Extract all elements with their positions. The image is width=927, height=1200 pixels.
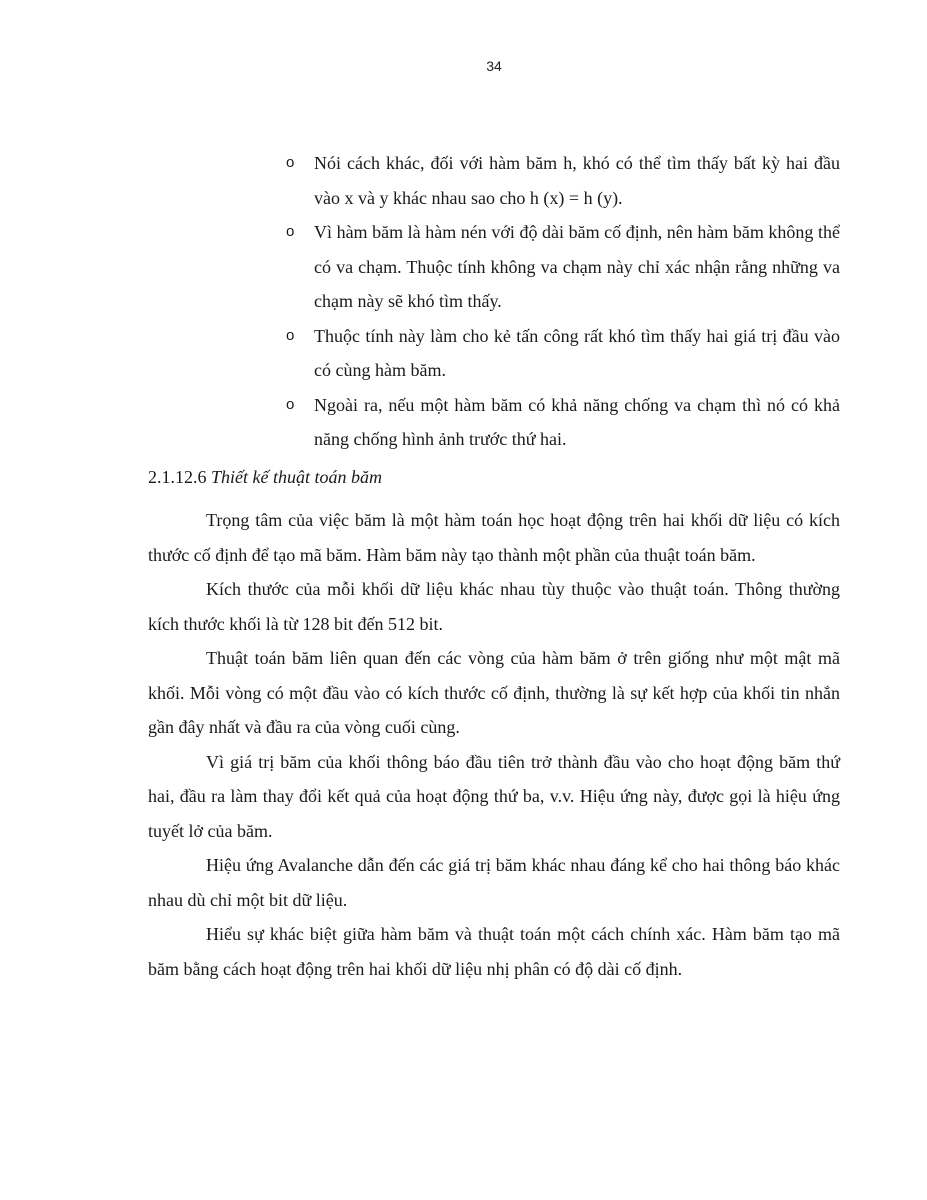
- list-item-text: Ngoài ra, nếu một hàm băm có khả năng chống va chạm thì nó có khả năng chống hình ảnh trước thứ hai.: [314, 394, 840, 449]
- section-title: Thiết kế thuật toán băm: [211, 466, 382, 487]
- body-paragraph: Kích thước của mỗi khối dữ liệu khác nhau tùy thuộc vào thuật toán. Thông thường kích thước khối là từ 128 bit đến 512 bit.: [148, 579, 840, 634]
- bullet-list: [282, 146, 840, 457]
- section-number: 2.1.12.6: [148, 466, 207, 487]
- list-item-text: Thuộc tính này làm cho kẻ tấn công rất khó tìm thấy hai giá trị đầu vào có cùng hàm băm.: [314, 325, 840, 380]
- bullet-circle-icon: o: [286, 326, 295, 344]
- list-item: [282, 146, 840, 215]
- body-paragraph: Hiểu sự khác biệt giữa hàm băm và thuật toán một cách chính xác. Hàm băm tạo mã băm bằng cách hoạt động trên hai khối dữ liệu nhị phân có độ dài cố định.: [148, 924, 840, 979]
- list-item: [282, 215, 840, 319]
- list-item-text: Nói cách khác, đối với hàm băm h, khó có thể tìm thấy bất kỳ hai đầu vào x và y khác nhau sao cho h (x) = h (y).: [314, 153, 840, 208]
- bullet-circle-icon: o: [286, 223, 295, 240]
- list-item: [282, 319, 840, 388]
- page-content: [148, 146, 840, 986]
- body-paragraph: Thuật toán băm liên quan đến các vòng của hàm băm ở trên giống như một mật mã khối. Mỗi vòng có một đầu vào có kích thước cố định, thường là sự kết hợp của khối tin nhắn gần đây nhất và đầu ra của vòng cuối cùng.: [148, 648, 840, 737]
- bullet-circle-icon: o: [286, 154, 295, 171]
- list-item: [282, 388, 840, 457]
- body-paragraph: Hiệu ứng Avalanche dẫn đến các giá trị băm khác nhau đáng kể cho hai thông báo khác nhau dù chỉ một bit dữ liệu.: [148, 855, 840, 910]
- page-number: 34: [486, 58, 502, 74]
- bullet-circle-icon: o: [286, 395, 295, 413]
- list-item-text: Vì hàm băm là hàm nén với độ dài băm cố định, nên hàm băm không thể có va chạm. Thuộc tính không va chạm này chỉ xác nhận rằng những va chạm này sẽ khó tìm thấy.: [314, 222, 840, 311]
- body-paragraph: Vì giá trị băm của khối thông báo đầu tiên trở thành đầu vào cho hoạt động băm thứ hai, đầu ra làm thay đổi kết quả của hoạt động thứ ba, v.v. Hiệu ứng này, được gọi là hiệu ứng tuyết lở của băm.: [148, 751, 840, 841]
- section-heading: [148, 460, 840, 495]
- body-paragraph: Trọng tâm của việc băm là một hàm toán học hoạt động trên hai khối dữ liệu có kích thước cố định để tạo mã băm. Hàm băm này tạo thành một phần của thuật toán băm.: [148, 510, 840, 565]
